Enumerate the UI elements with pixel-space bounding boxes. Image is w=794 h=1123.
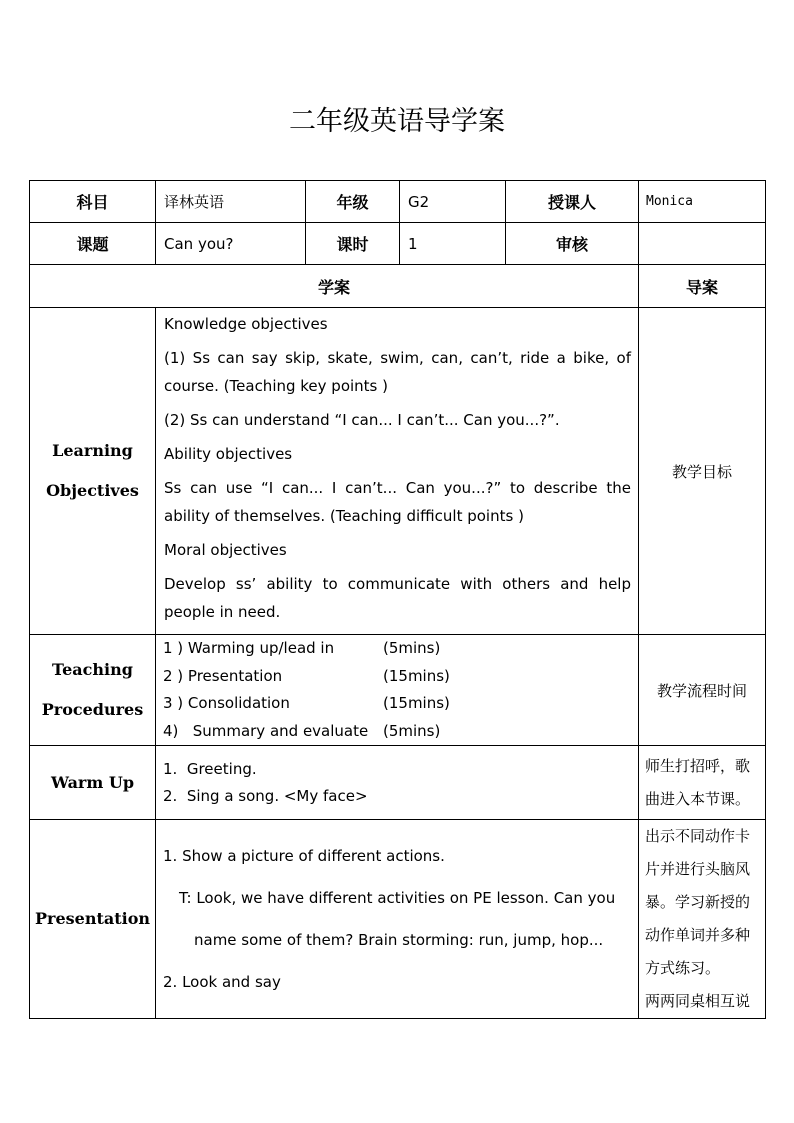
procedures-content — [156, 635, 639, 746]
procedures-label-line2: Procedures — [41, 700, 144, 719]
procedure-step-name: 1 ) Warming up/lead in — [163, 639, 335, 657]
grade-label: 年级 — [306, 181, 400, 223]
warmup-item: 2. Sing a song. <My face> — [163, 786, 368, 805]
presentation-guide-line: 出示不同动作卡 — [645, 827, 751, 845]
procedure-step-time: (15mins) — [383, 666, 450, 685]
review-value — [639, 223, 766, 265]
review-label: 审核 — [506, 223, 639, 265]
presentation-line: T: Look, we have different activities on PE lesson. Can you — [179, 889, 616, 907]
moral-item-1: Develop ss’ ability to communicate with others and help people in need. — [164, 575, 631, 621]
warmup-content — [156, 746, 639, 820]
procedure-step — [163, 635, 638, 663]
ability-item-1: Ss can use “I can... I can’t... Can you...?” to describe the ability of themselves. (Teaching difficult points ) — [164, 479, 631, 525]
warmup-guide — [639, 746, 766, 820]
presentation-guide-line: 片并进行头脑风 — [645, 860, 751, 878]
study-plan-header: 学案 — [30, 265, 639, 308]
presentation-content — [156, 820, 639, 1019]
grade-value: G2 — [400, 181, 506, 223]
header-row-2 — [30, 223, 766, 265]
objectives-label-line2: Objectives — [46, 481, 139, 500]
objectives-label-line1: Learning — [52, 441, 133, 460]
procedure-step — [163, 663, 638, 691]
presentation-line: 1. Show a picture of different actions. — [163, 847, 445, 865]
procedure-step-name: 4) Summary and evaluate — [163, 721, 369, 740]
objectives-content — [156, 308, 639, 635]
presentation-guide-line: 暴。学习新授的 — [645, 893, 751, 911]
period-label: 课时 — [306, 223, 400, 265]
procedure-step — [163, 690, 638, 718]
teacher-label: 授课人 — [506, 181, 639, 223]
presentation-label: Presentation — [30, 820, 156, 1019]
lesson-plan-table — [29, 180, 766, 1019]
subject-label: 科目 — [30, 181, 156, 223]
procedure-step-time: (5mins) — [383, 639, 441, 657]
presentation-guide-line: 方式练习。 — [645, 959, 721, 977]
period-value: 1 — [400, 223, 506, 265]
procedure-step-time: (5mins) — [383, 721, 441, 740]
warmup-guide-line: 曲进入本节课。 — [645, 789, 751, 808]
presentation-line: 2. Look and say — [163, 973, 281, 991]
presentation-row — [30, 820, 766, 1019]
procedure-step-name: 2 ) Presentation — [163, 666, 283, 685]
objectives-guide: 教学目标 — [639, 308, 766, 635]
ability-heading: Ability objectives — [164, 445, 293, 463]
objectives-row — [30, 308, 766, 635]
presentation-guide-line: 两两同桌相互说 — [645, 992, 751, 1010]
warmup-row — [30, 746, 766, 820]
procedure-step-time: (15mins) — [383, 694, 450, 712]
topic-label: 课题 — [30, 223, 156, 265]
guide-plan-header: 导案 — [639, 265, 766, 308]
column-header-row — [30, 265, 766, 308]
procedures-row — [30, 635, 766, 746]
presentation-guide — [639, 820, 766, 1019]
procedures-label-line1: Teaching — [52, 660, 133, 679]
procedures-guide: 教学流程时间 — [639, 635, 766, 746]
presentation-line: name some of them? Brain storming: run, jump, hop... — [194, 931, 604, 949]
warmup-item: 1. Greeting. — [163, 759, 257, 778]
procedure-step-name: 3 ) Consolidation — [163, 694, 290, 712]
objectives-label — [30, 308, 156, 635]
knowledge-item-2: (2) Ss can understand “I can... I can’t... Can you...?”. — [164, 411, 560, 429]
knowledge-item-1: (1) Ss can say skip, skate, swim, can, can’t, ride a bike, of course. (Teaching key points ) — [164, 349, 631, 395]
procedures-label — [30, 635, 156, 746]
procedure-step — [163, 718, 638, 746]
topic-value: Can you? — [156, 223, 306, 265]
page-title: 二年级英语导学案 — [289, 106, 505, 137]
moral-heading: Moral objectives — [164, 541, 287, 559]
warmup-label: Warm Up — [30, 746, 156, 820]
teacher-value: Monica — [639, 181, 766, 223]
knowledge-heading: Knowledge objectives — [164, 315, 328, 333]
header-row-1 — [30, 181, 766, 223]
warmup-guide-line: 师生打招呼，歌 — [645, 756, 751, 775]
subject-value: 译林英语 — [156, 181, 306, 223]
presentation-guide-line: 动作单词并多种 — [645, 926, 751, 944]
